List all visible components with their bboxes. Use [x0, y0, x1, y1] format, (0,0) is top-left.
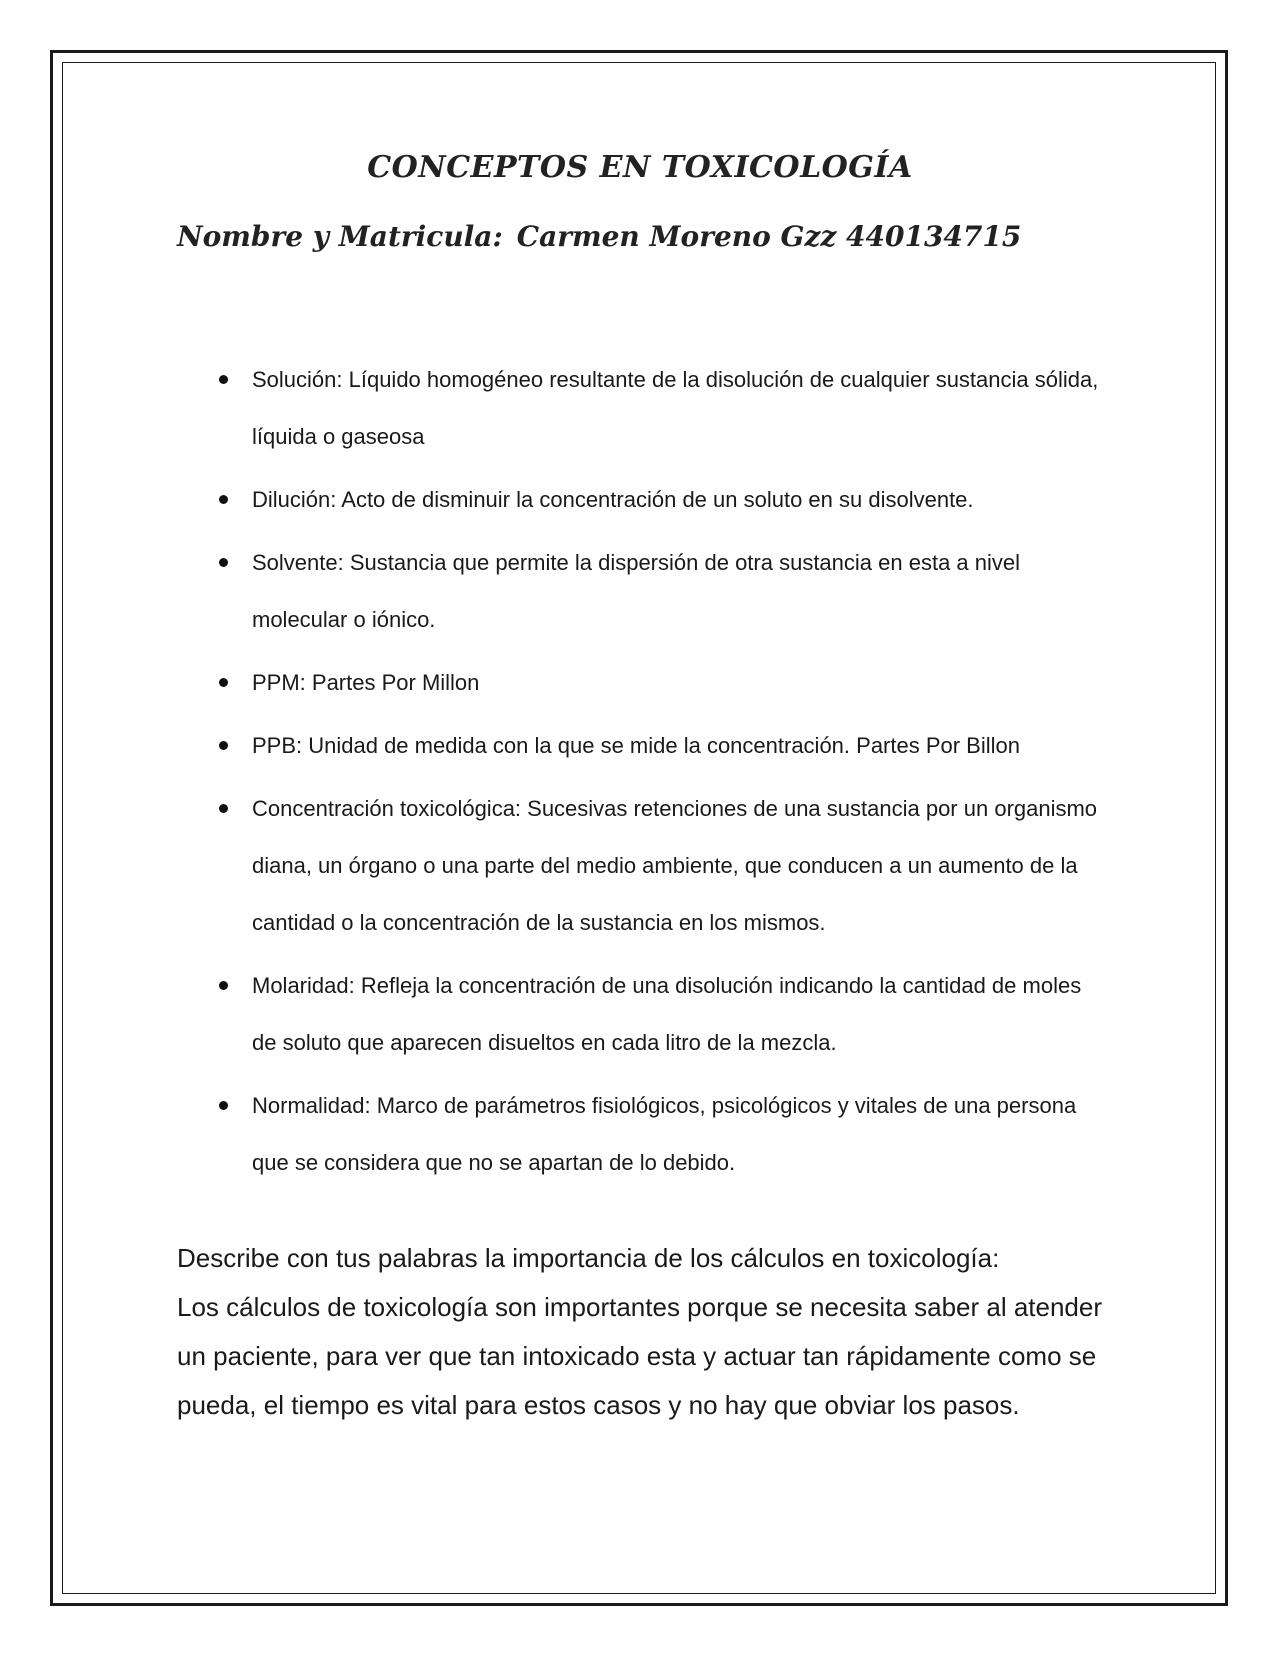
concept-list: [210, 351, 1110, 1197]
concept-item: [210, 957, 1110, 1071]
concept-item: [210, 717, 1110, 774]
question-answer: Los cálculos de toxicología son importantes porque se necesita saber al atender un paciente, para ver que tan intoxicado esta y actuar tan rápidamente como se pueda, el tiempo es vital para estos casos y no hay que obviar los pasos.: [177, 1292, 1103, 1420]
bullet-icon: [219, 741, 228, 750]
concept-text: Concentración toxicológica: Sucesivas retenciones de una sustancia por un organismo diana, un órgano o una parte del medio ambiente, que conducen a un aumento de la cantidad o la concentración de la sustancia en los mismos.: [252, 796, 1098, 935]
concept-text: Molaridad: Refleja la concentración de una disolución indicando la cantidad de moles de soluto que aparecen disueltos en cada litro de la mezcla.: [252, 973, 1082, 1055]
bullet-icon: [219, 981, 228, 990]
concept-item: [210, 1077, 1110, 1191]
concept-item: [210, 654, 1110, 711]
concept-item: [210, 534, 1110, 648]
student-info: [177, 220, 1021, 253]
bullet-icon: [219, 804, 228, 813]
student-id: 440134715: [846, 220, 1022, 253]
concept-text: Solución: Líquido homogéneo resultante de la disolución de cualquier sustancia sólida, líquida o gaseosa: [252, 367, 1099, 449]
concept-text: PPM: Partes Por Millon: [252, 670, 480, 695]
bullet-icon: [219, 678, 228, 687]
bullet-icon: [219, 495, 228, 504]
document-title: CONCEPTOS EN TOXICOLOGÍA: [367, 150, 913, 185]
bullet-icon: [219, 375, 228, 384]
concept-item: [210, 780, 1110, 951]
question-section: [177, 1234, 1107, 1430]
concept-item: [210, 471, 1110, 528]
concept-item: [210, 351, 1110, 465]
bullet-icon: [219, 558, 228, 567]
student-name: Carmen Moreno Gzz: [516, 220, 837, 253]
concept-text: PPB: Unidad de medida con la que se mide la concentración. Partes Por Billon: [252, 733, 1020, 758]
question-prompt: Describe con tus palabras la importancia de los cálculos en toxicología:: [177, 1243, 1000, 1273]
concept-text: Normalidad: Marco de parámetros fisiológicos, psicológicos y vitales de una persona que se considera que no se apartan de lo debido.: [252, 1093, 1077, 1175]
student-label: Nombre y Matricula:: [177, 220, 503, 253]
concept-text: Solvente: Sustancia que permite la dispersión de otra sustancia en esta a nivel molecular o iónico.: [252, 550, 1021, 632]
concept-text: Dilución: Acto de disminuir la concentración de un soluto en su disolvente.: [252, 487, 974, 512]
bullet-icon: [219, 1101, 228, 1110]
